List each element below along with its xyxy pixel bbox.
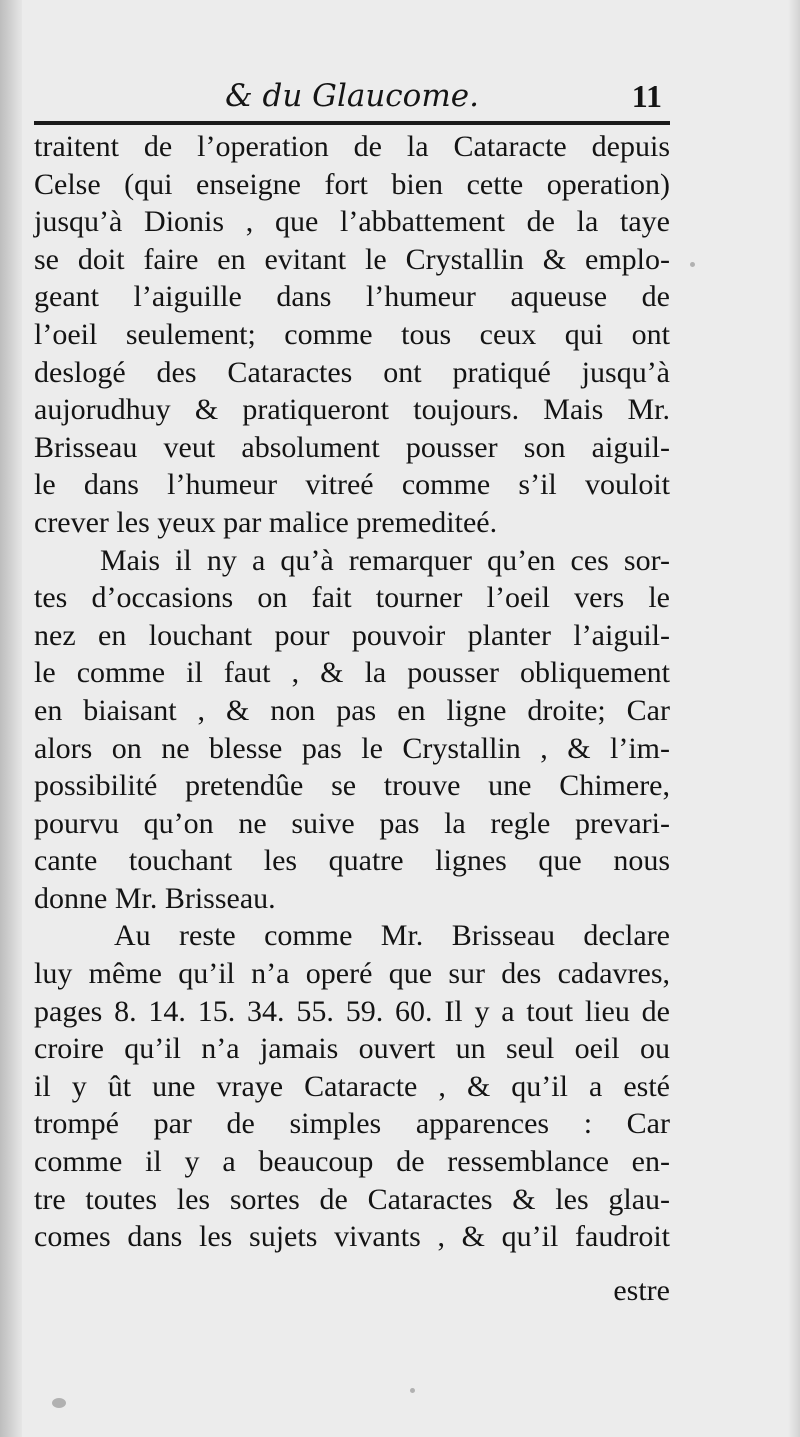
body-text xyxy=(34,128,670,1256)
text-line: trompé par de simples apparences : Car xyxy=(34,1107,670,1141)
text-line: deslogé des Cataractes ont pratiqué jusqu’à xyxy=(34,355,670,389)
text-line: possibilité pretendûe se trouve une Chimere, xyxy=(34,769,670,803)
text-line: l’oeil seulement; comme tous ceux qui ont xyxy=(34,317,670,351)
text-line: alors on ne blesse pas le Crystallin , & l’im- xyxy=(34,731,670,765)
text-line: il y ût une vraye Cataracte , & qu’il a esté xyxy=(34,1069,670,1103)
paper-speck xyxy=(52,1398,66,1408)
text-line: nez en louchant pour pouvoir planter l’aiguil- xyxy=(34,618,670,652)
text-line: comme il y a beaucoup de ressemblance en- xyxy=(34,1145,670,1179)
page-number: 11 xyxy=(631,78,662,114)
text-line: donne Mr. Brisseau. xyxy=(34,881,276,915)
text-line: comes dans les sujets vivants , & qu’il faudroit xyxy=(34,1220,670,1254)
text-line: pages 8. 14. 15. 34. 55. 59. 60. Il y a tout lieu de xyxy=(34,994,670,1028)
text-line: tes d’occasions on fait tourner l’oeil vers le xyxy=(34,581,670,615)
text-line: aujorudhuy & pratiqueront toujours. Mais Mr. xyxy=(34,393,670,427)
text-line: jusqu’à Dionis , que l’abbattement de la taye xyxy=(34,205,670,239)
text-line: traitent de l’operation de la Cataracte depuis xyxy=(34,130,670,163)
paper-speck xyxy=(410,1388,415,1393)
page-gutter-shadow xyxy=(0,0,22,1437)
header-rule xyxy=(34,121,670,125)
text-line: crever les yeux par malice premediteé. xyxy=(34,505,498,539)
text-line: se doit faire en evitant le Crystallin & emplo- xyxy=(34,242,670,276)
text-line: Celse (qui enseigne fort bien cette operation) xyxy=(34,167,670,201)
catchword: estre xyxy=(613,1274,670,1307)
text-line: pourvu qu’on ne suive pas la regle prevari- xyxy=(34,806,670,840)
text-line: Au reste comme Mr. Brisseau declare xyxy=(114,919,670,953)
text-line: croire qu’il n’a jamais ouvert un seul oeil ou xyxy=(34,1032,670,1066)
text-line: luy même qu’il n’a operé que sur des cadavres, xyxy=(34,957,670,991)
text-line: en biaisant , & non pas en ligne droite; Car xyxy=(34,693,670,727)
text-line: geant l’aiguille dans l’humeur aqueuse de xyxy=(34,280,670,314)
page-edge-shadow xyxy=(788,0,800,1437)
text-line: cante touchant les quatre lignes que nous xyxy=(34,844,670,878)
page-header xyxy=(34,74,670,120)
text-line: Brisseau veut absolument pousser son aiguil- xyxy=(34,430,670,464)
text-line: Mais il ny a qu’à remarquer qu’en ces sor- xyxy=(100,543,670,577)
paper-speck xyxy=(690,262,695,267)
text-line: le comme il faut , & la pousser obliquement xyxy=(34,656,670,690)
running-title: & du Glaucome. xyxy=(225,78,479,114)
text-line: le dans l’humeur vitreé comme s’il vouloit xyxy=(34,468,670,502)
text-line: tre toutes les sortes de Cataractes & les glau- xyxy=(34,1182,670,1216)
